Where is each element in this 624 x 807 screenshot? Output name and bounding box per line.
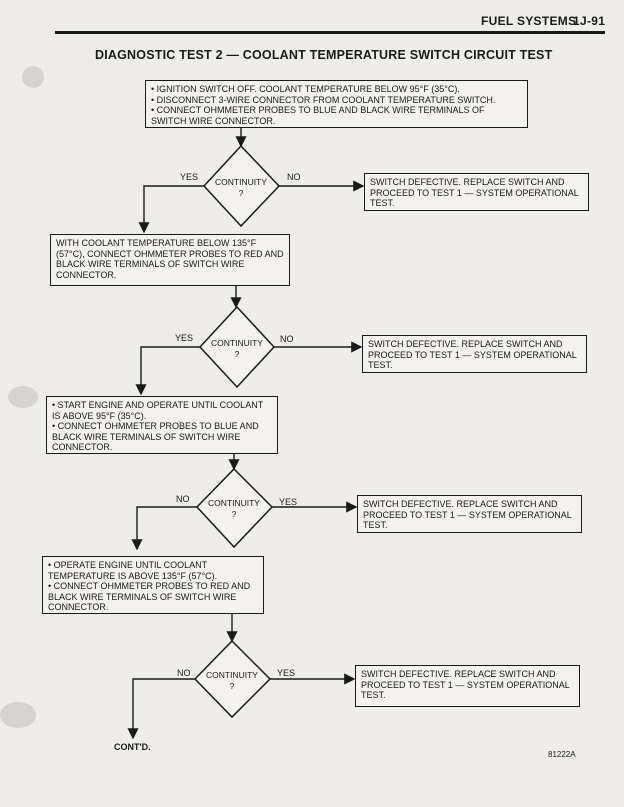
no-label-1: NO	[287, 172, 301, 182]
step-box-2	[50, 234, 290, 286]
yes-label-2: YES	[175, 333, 194, 343]
result-box-4: SWITCH DEFECTIVE. REPLACE SWITCH AND PROCEED TO TEST 1 — SYSTEM OPERATIONAL TEST.	[355, 665, 580, 707]
step-4-line-1: • OPERATE ENGINE UNTIL COOLANT TEMPERATURE IS ABOVE 135°F (57°C).	[48, 560, 218, 581]
decision-2-label: CONTINUITY ?	[211, 338, 263, 359]
step-box-4	[42, 556, 264, 614]
step-2-text: WITH COOLANT TEMPERATURE BELOW 135°F (57°C), CONNECT OHMMETER PROBES TO RED AND BLACK WIRE TERMINALS OF SWITCH WIRE CONNECTOR.	[56, 238, 284, 280]
decision-1-label: CONTINUITY ?	[215, 177, 267, 198]
step-1-line-3: • CONNECT OHMMETER PROBES TO BLUE AND BLACK WIRE TERMINALS OF SWITCH WIRE CONNECTOR.	[151, 105, 485, 126]
step-1-line-1: • IGNITION SWITCH OFF. COOLANT TEMPERATURE BELOW 95°F (35°C).	[151, 84, 460, 94]
page-number: 1J-91	[573, 14, 606, 28]
no-label-2: NO	[280, 334, 294, 344]
step-4-line-2: • CONNECT OHMMETER PROBES TO RED AND BLACK WIRE TERMINALS OF SWITCH WIRE CONNECTOR.	[48, 581, 251, 612]
no-label-3: NO	[176, 494, 190, 504]
continued-label: CONT'D.	[114, 742, 151, 752]
step-1-line-2: • DISCONNECT 3-WIRE CONNECTOR FROM COOLANT TEMPERATURE SWITCH.	[151, 94, 496, 105]
diagram-title: DIAGNOSTIC TEST 2 — COOLANT TEMPERATURE SWITCH CIRCUIT TEST	[95, 48, 553, 62]
step-3-line-2: • CONNECT OHMMETER PROBES TO BLUE AND BLACK WIRE TERMINALS OF SWITCH WIRE CONNECTOR.	[52, 421, 259, 452]
step-box-3	[46, 396, 278, 454]
decision-3-label: CONTINUITY ?	[208, 498, 260, 519]
result-box-1: SWITCH DEFECTIVE. REPLACE SWITCH AND PROCEED TO TEST 1 — SYSTEM OPERATIONAL TEST.	[364, 173, 589, 211]
result-box-3: SWITCH DEFECTIVE. REPLACE SWITCH AND PROCEED TO TEST 1 — SYSTEM OPERATIONAL TEST.	[357, 495, 582, 533]
no-label-4: NO	[177, 668, 191, 678]
section-title: FUEL SYSTEMS	[481, 14, 577, 28]
result-box-2: SWITCH DEFECTIVE. REPLACE SWITCH AND PROCEED TO TEST 1 — SYSTEM OPERATIONAL TEST.	[362, 335, 587, 373]
figure-code: 81222A	[548, 750, 576, 759]
yes-label-3: YES	[279, 497, 298, 507]
step-box-1	[145, 80, 528, 128]
yes-label-1: YES	[180, 172, 199, 182]
decision-4-label: CONTINUITY ?	[206, 670, 258, 691]
yes-label-4: YES	[277, 668, 296, 678]
step-3-line-1: • START ENGINE AND OPERATE UNTIL COOLANT IS ABOVE 95°F (35°C).	[52, 400, 264, 421]
